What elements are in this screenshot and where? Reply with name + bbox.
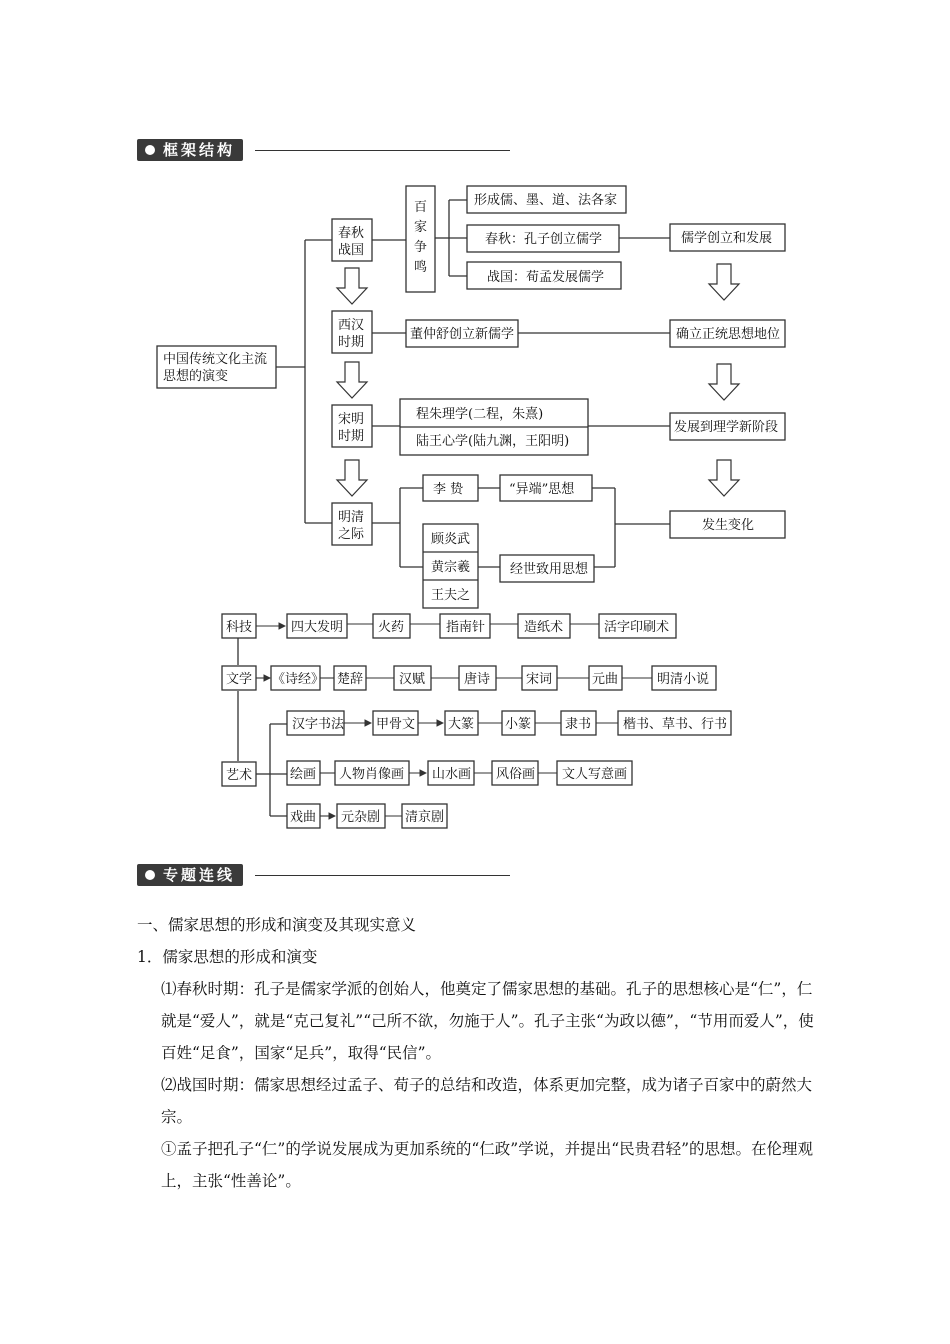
gu-box: 顾炎武 (431, 532, 471, 547)
wenxue-label: 文学 (226, 672, 253, 687)
baijia-char-2: 家 (414, 220, 428, 235)
paragraph-1: ⑴春秋时期：孔子是儒家学派的创始人，他奠定了儒家思想的基础。孔子的思想核心是“仁”，仁就是“爱人”，就是“克己复礼”“己所不欲，勿施于人”。孔子主张“为政以德”，“节用而爱人”，使百姓“足食”，国家“足兵”，取得“民信”。 (161, 980, 814, 1062)
baijia-item-3: 战国：荀孟发展儒学 (487, 270, 605, 285)
body-text (137, 909, 817, 1197)
jingshi-box: 经世致用思想 (510, 562, 589, 577)
lu-box: 陆王心学(陆九渊，王阳明) (416, 434, 570, 449)
shufa-item: 大篆 (448, 717, 475, 732)
shufa-item: 汉字书法 (292, 717, 345, 732)
wang-box: 王夫之 (431, 588, 471, 603)
wenxue-item: 明清小说 (657, 672, 710, 687)
result-2: 确立正统思想地位 (676, 327, 781, 342)
xiqu-item: 戏曲 (290, 810, 317, 825)
shufa-item: 小篆 (505, 717, 532, 732)
keji-item: 四大发明 (291, 620, 344, 635)
shufa-item: 隶书 (565, 717, 592, 732)
wenxue-item: 楚辞 (337, 672, 364, 687)
baijia-char-4: 鸣 (414, 260, 428, 275)
period-songming-1: 宋明 (338, 412, 365, 427)
wenxue-item: 宋词 (526, 672, 553, 687)
result-3: 发展到理学新阶段 (674, 420, 779, 435)
dong-box: 董仲舒创立新儒学 (410, 327, 515, 342)
result-1: 儒学创立和发展 (681, 231, 773, 246)
section-title: 框架结构 (163, 141, 236, 159)
shufa-item: 楷书、草书、行书 (623, 717, 728, 732)
period-xihan-2: 时期 (338, 335, 365, 350)
divider (255, 875, 510, 876)
cheng-box: 程朱理学(二程，朱熹) (416, 407, 544, 422)
huihua-item: 山水画 (432, 767, 472, 782)
wenxue-item: 《诗经》 (272, 672, 325, 687)
bullet-icon (145, 870, 155, 880)
baijia-item-1: 形成儒、墨、道、法各家 (474, 193, 618, 208)
yishu-label: 艺术 (226, 768, 253, 783)
result-4: 发生变化 (702, 518, 755, 533)
keji-item: 活字印刷术 (604, 620, 670, 635)
period-xihan-1: 西汉 (338, 318, 365, 333)
keji-label: 科技 (226, 620, 253, 635)
huihua-item: 人物肖像画 (339, 767, 405, 782)
heading-2: 1．儒家思想的形成和演变 (137, 948, 318, 966)
wenxue-item: 唐诗 (464, 672, 491, 687)
root-line1: 中国传统文化主流 (163, 352, 268, 367)
keji-item: 指南针 (446, 620, 486, 635)
root-line2: 思想的演变 (163, 369, 229, 384)
huihua-item: 文人写意画 (562, 767, 628, 782)
huihua-item: 绘画 (290, 767, 317, 782)
huang-box: 黄宗羲 (431, 560, 471, 575)
period-chunqiu-2: 战国 (338, 243, 365, 258)
baijia-char-3: 争 (414, 240, 428, 255)
baijia-item-2: 春秋：孔子创立儒学 (485, 232, 603, 247)
huihua-item: 风俗画 (496, 767, 536, 782)
xiqu-item: 元杂剧 (341, 810, 381, 825)
baijia-char-1: 百 (414, 200, 428, 215)
li-box: 李 贽 (433, 482, 464, 497)
section-title: 专题连线 (163, 866, 236, 884)
section-header-topics (137, 864, 243, 886)
keji-item: 造纸术 (524, 620, 564, 635)
heading-1: 一、儒家思想的形成和演变及其现实意义 (137, 916, 417, 934)
shufa-item: 甲骨文 (376, 717, 416, 732)
period-songming-2: 时期 (338, 429, 365, 444)
paragraph-3: ①孟子把孔子“仁”的学说发展成为更加系统的“仁政”学说，并提出“民贵君轻”的思想。在伦理观上，主张“性善论”。 (161, 1140, 814, 1190)
wenxue-item: 汉赋 (399, 672, 426, 687)
wenxue-item: 元曲 (592, 672, 619, 687)
keji-item: 火药 (378, 620, 405, 635)
paragraph-2: ⑵战国时期：儒家思想经过孟子、荀子的总结和改造，体系更加完整，成为诸子百家中的蔚然大宗。 (161, 1076, 813, 1126)
period-chunqiu-1: 春秋 (338, 226, 365, 241)
yiduan-box: “异端”思想 (509, 482, 575, 497)
period-mingqing-2: 之际 (338, 527, 365, 542)
xiqu-item: 清京剧 (405, 810, 445, 825)
period-mingqing-1: 明清 (338, 510, 365, 525)
